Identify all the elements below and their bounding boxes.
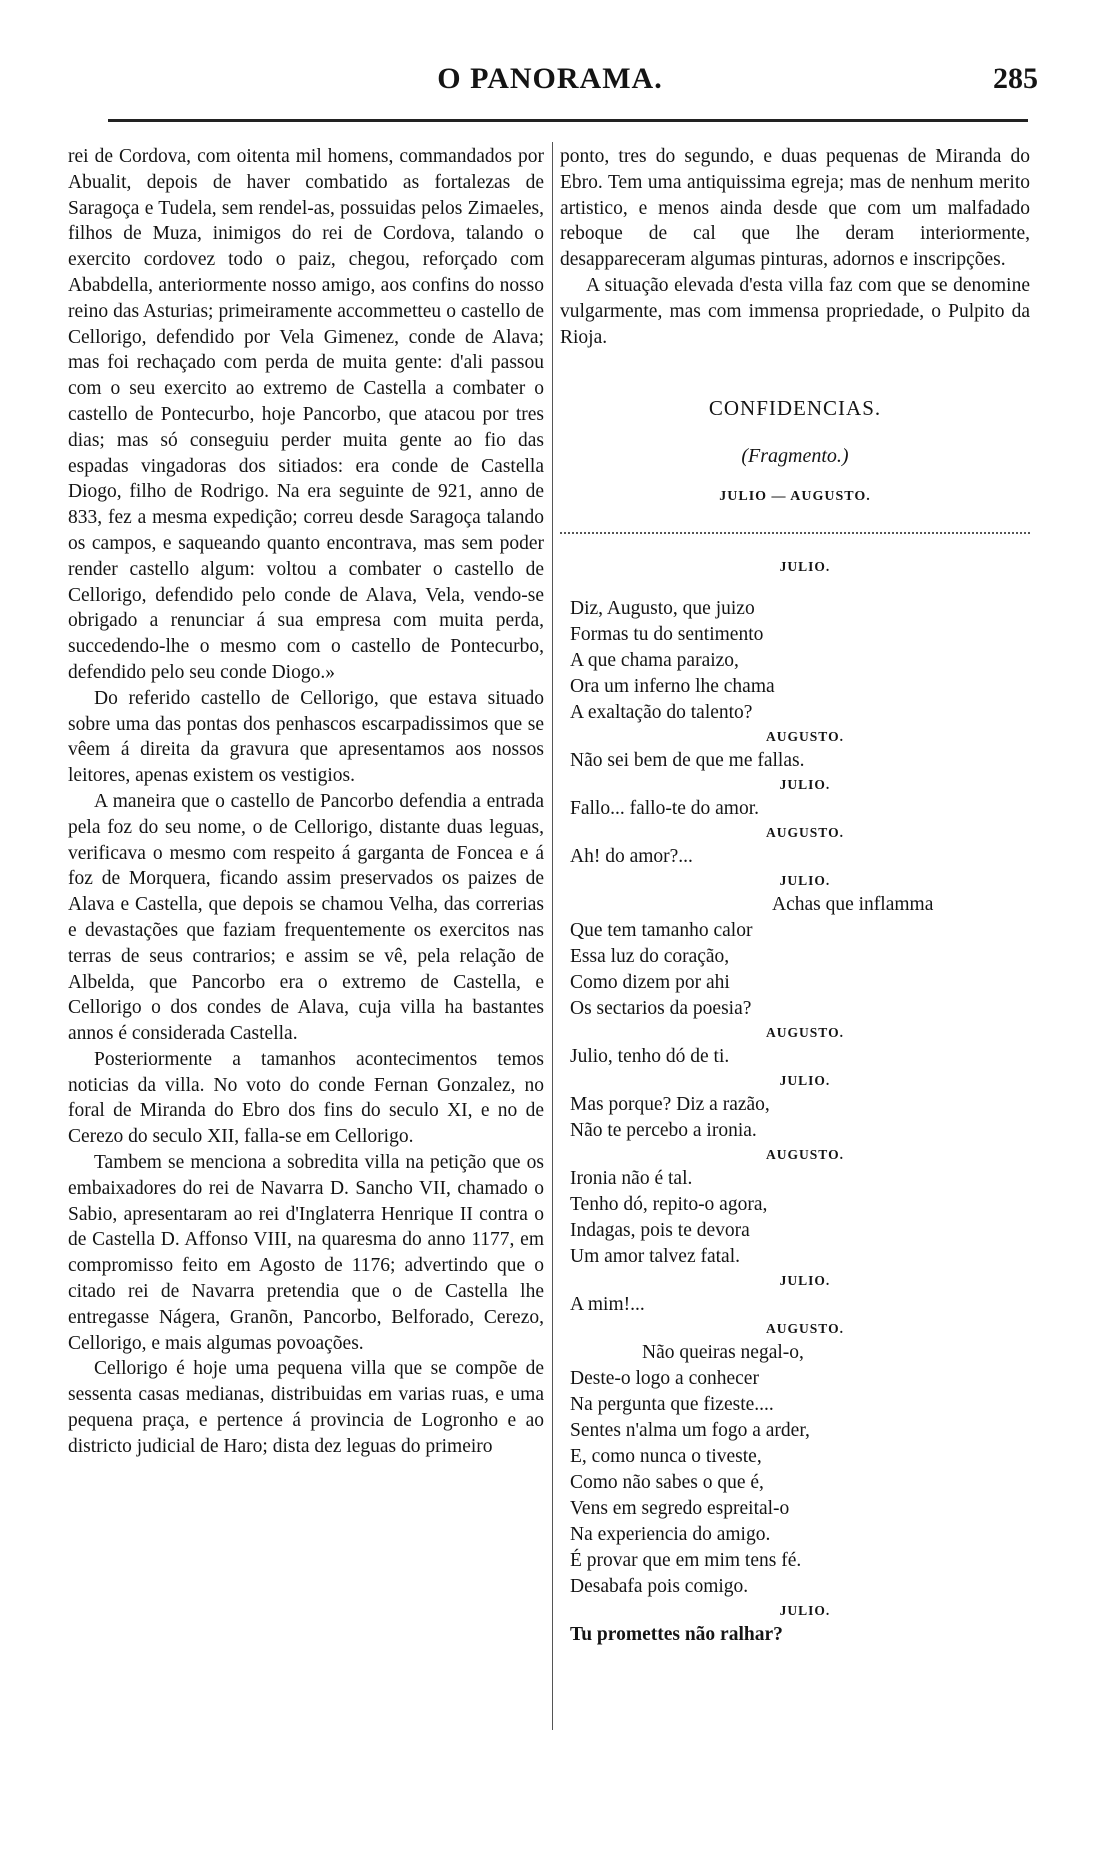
verse-line: Não sei bem de que me fallas. [570,750,805,772]
verse-line: É provar que em mim tens fé. [570,1550,802,1572]
speaker-label: JULIO. [779,1273,831,1289]
paragraph: Cellorigo é hoje uma pequena villa que se compõe de sessenta casas medianas, distribuidas em varias ruas, e uma pequena praça, e pertence á provincia de Logronho e ao districto judicial de Haro; dista dez leguas do primeiro [68,1358,544,1457]
dialogue-header: JULIO — AUGUSTO. [719,489,871,505]
speaker-label: JULIO. [779,1073,831,1089]
verse-line: A exaltação do talento? [570,702,753,724]
verse-line: Tu promettes não ralhar? [570,1624,783,1646]
verse-line: Na pergunta que fizeste.... [570,1394,774,1416]
speaker-label: JULIO. [779,777,831,793]
speaker-label: JULIO. [779,1603,831,1619]
verse-line: Como não sabes o que é, [570,1472,764,1494]
verse-line: Desabafa pois comigo. [570,1576,749,1598]
paragraph: rei de Cordova, com oitenta mil homens, commandados por Abualit, depois de haver combatido as fortalezas de Saragoça e Tudela, sem rendel-as, possuidas pelos Zimaeles, filhos de Muza, inimigos do rei de Cordova, talando o exercito cordovez todo o paiz, chegou, reforçado com Ababdella, anteriormente nosso amigo, aos confins do nosso reino das Asturias; primeiramente accommetteu o castello de Cellorigo, defendido por Vela Gimenez, conde de Alava; mas foi rechaçado com perda de muita gente: d'ali passou com o seu exercito ao extremo de Castella a combater o castello de Pontecurbo, hoje Pancorbo, que atacou por tres dias; mas só conseguiu perder muita gente ao fio das espadas vingadoras dos sitiados: era conde de Castella Diogo, filho de Rodrigo. Na era seguinte de 921, anno de 833, fez a mesma expedição; correu desde Saragoça talando os campos, e saqueando quanto encontrava, mas sem poder render castello algum: voltou a combater o castello de Cellorigo, defendido pelo conde de Alava, Vela, vendo-se obrigado a renunciar á sua empresa com muita perda, succedendo-lhe o mesmo com o castello de Pontecurbo, defendido pelo seu conde Diogo.» [68,146,544,683]
verse-line: A mim!... [570,1294,645,1316]
verse-line: Essa luz do coração, [570,946,730,968]
verse-line: Achas que inflamma [772,894,934,916]
verse-line: Ironia não é tal. [570,1168,693,1190]
left-column [68,144,544,1460]
section-heading: CONFIDENCIAS. [708,396,882,421]
verse-line: Formas tu do sentimento [570,624,764,646]
speaker-label: AUGUSTO. [766,1147,844,1163]
dotted-rule [560,532,1030,534]
verse-line: Um amor talvez fatal. [570,1246,741,1268]
page-header [0,62,1100,102]
verse-line: Fallo... fallo-te do amor. [570,798,760,820]
column-divider [552,142,553,1730]
speaker-label: JULIO. [779,559,831,575]
page-number: 285 [993,62,1038,95]
verse-line: Julio, tenho dó de ti. [570,1046,730,1068]
header-rule [108,119,1028,122]
speaker-label: AUGUSTO. [766,1025,844,1041]
fragment-label: (Fragmento.) [741,445,849,468]
running-title: O PANORAMA. [437,62,663,95]
right-column [560,144,1030,1648]
verse-line: Mas porque? Diz a razão, [570,1094,770,1116]
verse-line: Tenho dó, repito-o agora, [570,1194,768,1216]
paragraph: ponto, tres do segundo, e duas pequenas de Miranda do Ebro. Tem uma antiquissima egreja; mas de nenhum merito artistico, e menos ainda desde que com um malfadado reboque de cal que lhe deram interiormente, desappareceram algumas pinturas, adornos e inscripções. [560,146,1030,271]
paragraph: A maneira que o castello de Pancorbo defendia a entrada pela foz do seu nome, o de Cellorigo, distante duas leguas, verificava o mesmo com respeito á garganta de Foncea e á foz de Morquera, ficando assim preservados os paizes de Alava e Castella, que depois se chamou Velha, das correrias e devastações que faziam frequentemente os exercitos nas terras de seus contrarios; e assim se vê, pela relação de Albelda, que Pancorbo era o extremo de Castella, e Cellorigo o dos condes de Alava, cuja villa ha bastantes annos é considerada Castella. [68,790,544,1045]
speaker-label: AUGUSTO. [766,825,844,841]
verse-line: Indagas, pois te devora [570,1220,750,1242]
right-prose [560,144,1030,350]
verse-line: E, como nunca o tiveste, [570,1446,762,1468]
verse-line: Não te percebo a ironia. [570,1120,757,1142]
verse-line: Sentes n'alma um fogo a arder, [570,1420,810,1442]
speaker-label: AUGUSTO. [766,1321,844,1337]
verse-line: Não queiras negal-o, [642,1342,804,1364]
verse-line: Os sectarios da poesia? [570,998,752,1020]
verse-dialogue [560,556,1030,1648]
paragraph: Do referido castello de Cellorigo, que estava situado sobre uma das pontas dos penhascos escarpadissimos que se vêem á direita da gravura que apresentamos aos nossos leitores, apenas existem os vestigios. [68,687,544,787]
verse-line: Diz, Augusto, que juizo [570,598,755,620]
verse-line: Vens em segredo espreital-o [570,1498,790,1520]
paragraph: Posteriormente a tamanhos acontecimentos temos noticias da villa. No voto do conde Fernan Gonzalez, no foral de Miranda do Ebro dos fins do seculo XI, e no de Cerezo do seculo XII, falla-se em Cellorigo. [68,1048,544,1148]
verse-line: Ah! do amor?... [570,846,693,868]
paragraph: A situação elevada d'esta villa faz com que se denomine vulgarmente, mas com immensa propriedade, o Pulpito da Rioja. [560,274,1030,348]
verse-line: Na experiencia do amigo. [570,1524,771,1546]
verse-line: A que chama paraizo, [570,650,739,672]
verse-line: Deste-o logo a conhecer [570,1368,759,1390]
verse-line: Que tem tamanho calor [570,920,753,942]
paragraph: Tambem se menciona a sobredita villa na petição que os embaixadores do rei de Navarra D. Sancho VII, chamado o Sabio, apresentaram ao rei d'Inglaterra Henrique II contra o de Castella D. Affonso VIII, na quaresma do anno 1177, em compromisso feito em Agosto de 1176; advertindo que o citado rei de Navarra pretendia que o de Castella lhe entregasse Nágera, Granõn, Pancorbo, Belforado, Cerezo, Cellorigo, e mais algumas povoações. [68,1152,544,1354]
speaker-label: JULIO. [779,873,831,889]
speaker-label: AUGUSTO. [766,729,844,745]
verse-line: Como dizem por ahi [570,972,730,994]
verse-line: Ora um inferno lhe chama [570,676,775,698]
